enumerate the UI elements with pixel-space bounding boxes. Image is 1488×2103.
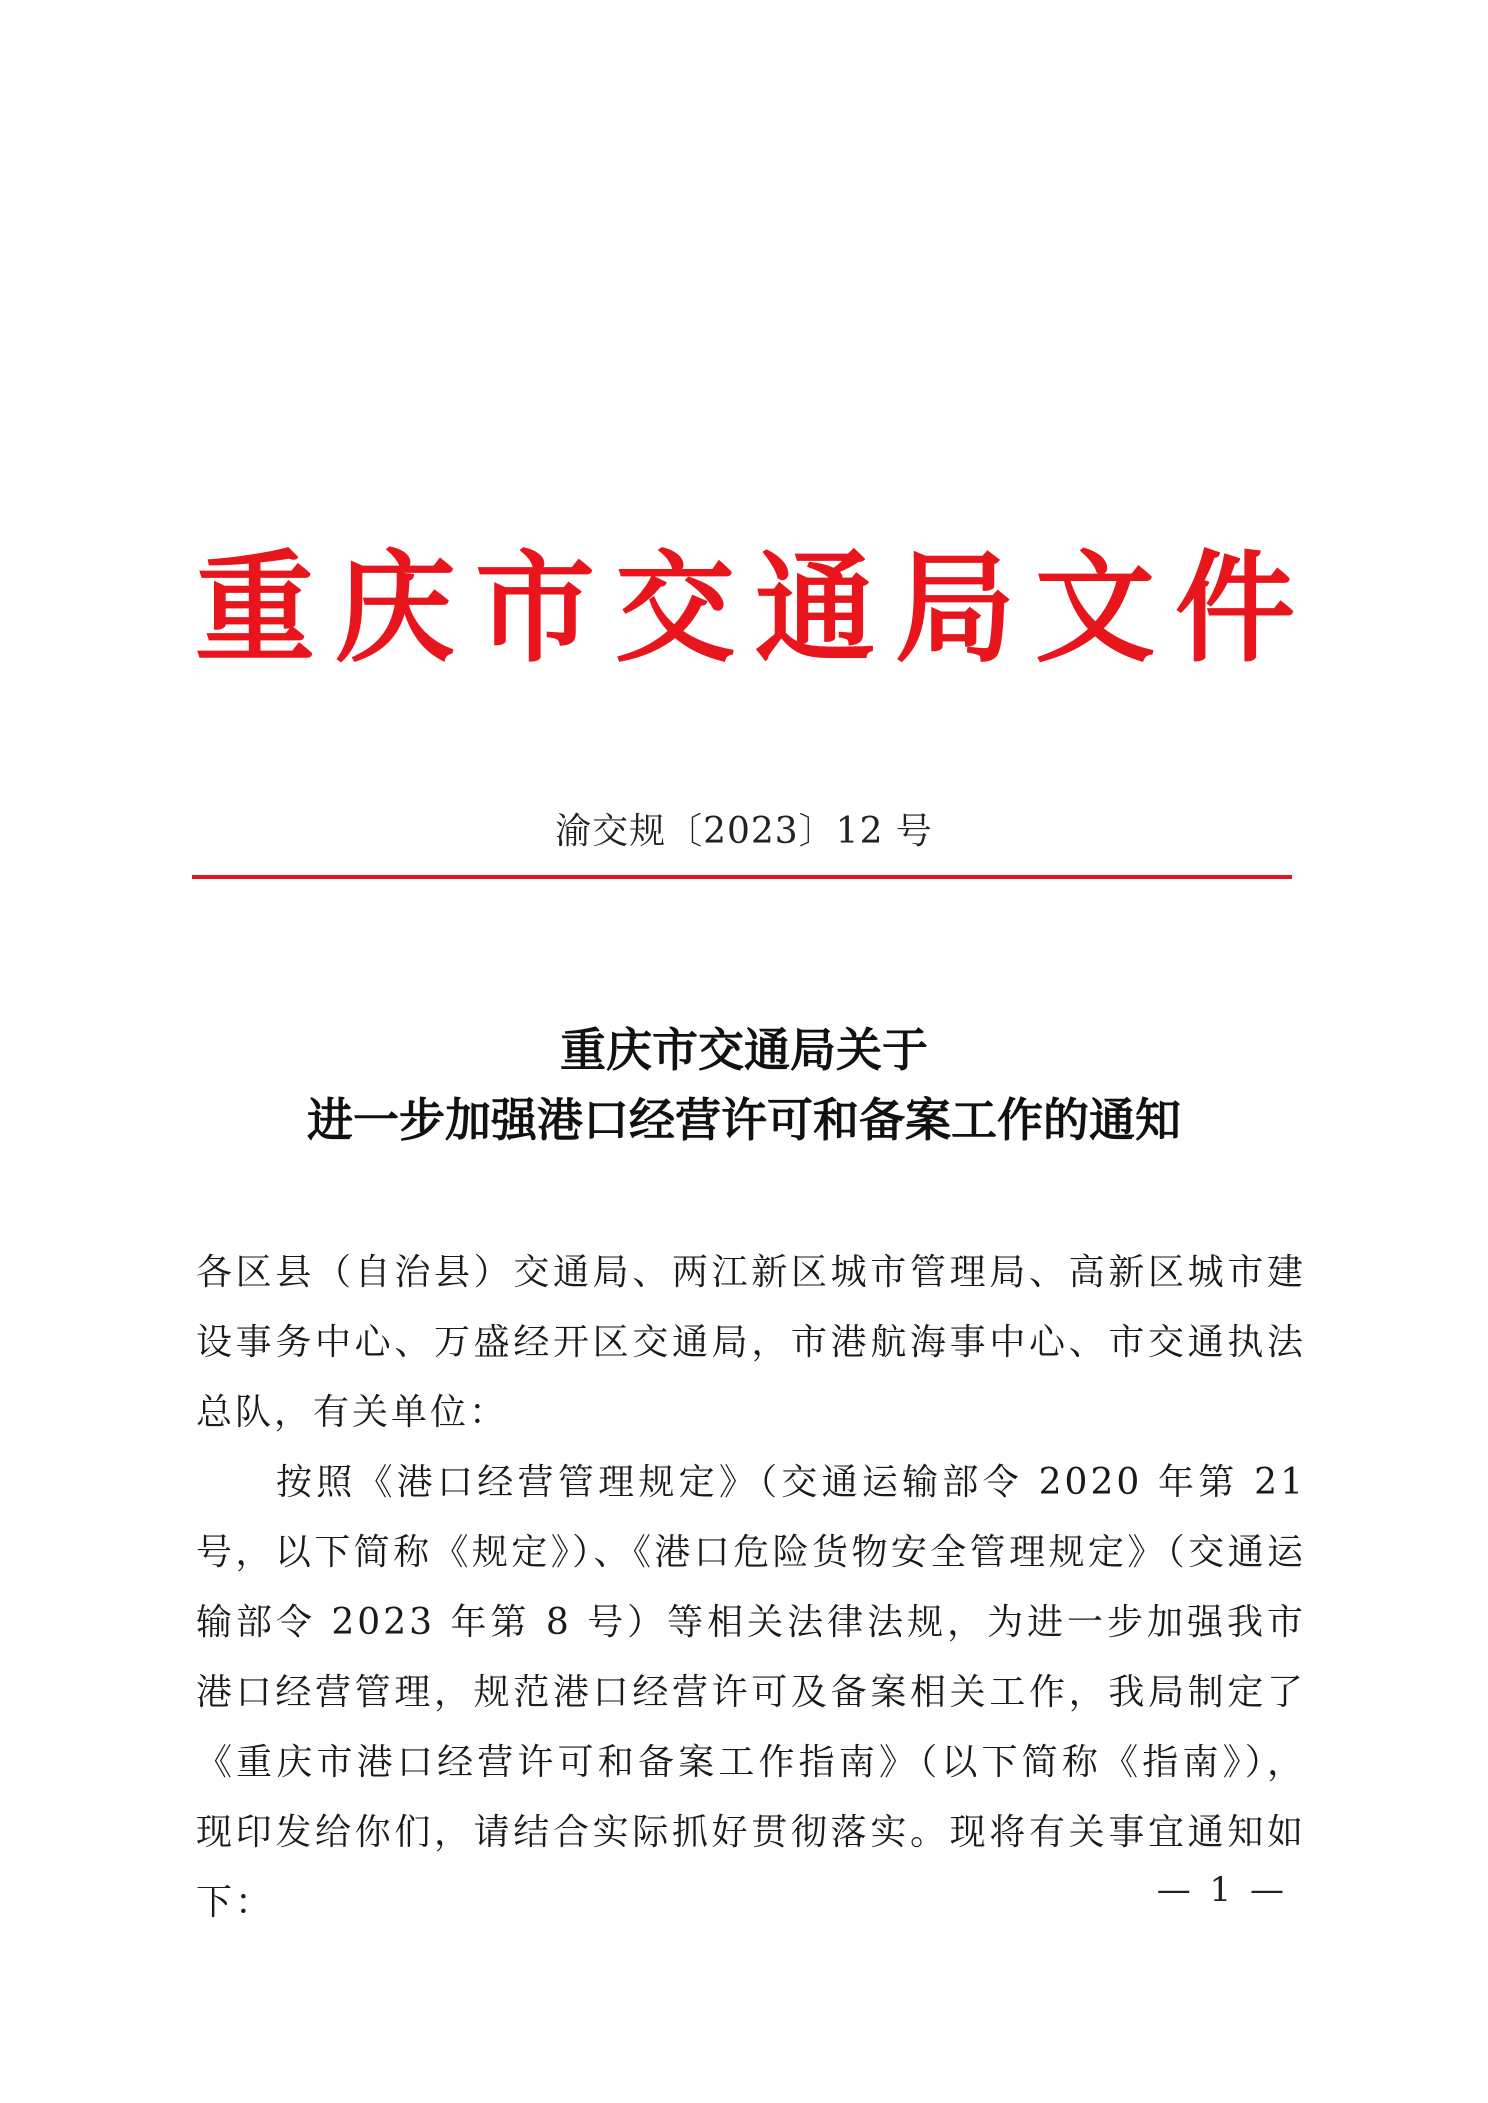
document-body xyxy=(196,1238,1306,1938)
masthead-char: 市 xyxy=(475,540,595,679)
masthead-char: 重 xyxy=(195,540,315,679)
masthead-char: 文 xyxy=(1035,540,1155,679)
masthead-char: 交 xyxy=(615,540,735,679)
page-number: — 1 — xyxy=(1156,1870,1288,1910)
masthead-char: 通 xyxy=(755,540,875,679)
masthead-char: 件 xyxy=(1175,540,1295,679)
masthead-char: 局 xyxy=(895,540,1015,679)
recipients-paragraph: 各区县（自治县）交通局、两江新区城市管理局、高新区城市建设事务中心、万盛经开区交通局，市港航海事中心、市交通执法总队，有关单位： xyxy=(196,1252,1306,1433)
red-divider-line xyxy=(192,875,1292,879)
body-paragraph-1: 按照《港口经营管理规定》（交通运输部令 2020 年第 21 号，以下简称《规定》）、《港口危险货物安全管理规定》（交通运输部令 2023 年第 8 号）等相关法律法规，为进一步加强我市港口经营管理，规范港口经营许可及备案相关工作，我局制定了《重庆市港口经营许可和备案工作指南》（以下简称《指南》），现印发给你们，请结合实际抓好贯彻落实。现将有关事宜通知如下： xyxy=(196,1462,1306,1923)
document-number: 渝交规〔2023〕12 号 xyxy=(555,811,933,852)
document-title xyxy=(0,1015,1488,1155)
title-line-2: 进一步加强港口经营许可和备案工作的通知 xyxy=(307,1093,1181,1147)
masthead-title xyxy=(190,540,1300,679)
masthead-char: 庆 xyxy=(335,540,455,679)
title-line-1: 重庆市交通局关于 xyxy=(560,1023,928,1077)
